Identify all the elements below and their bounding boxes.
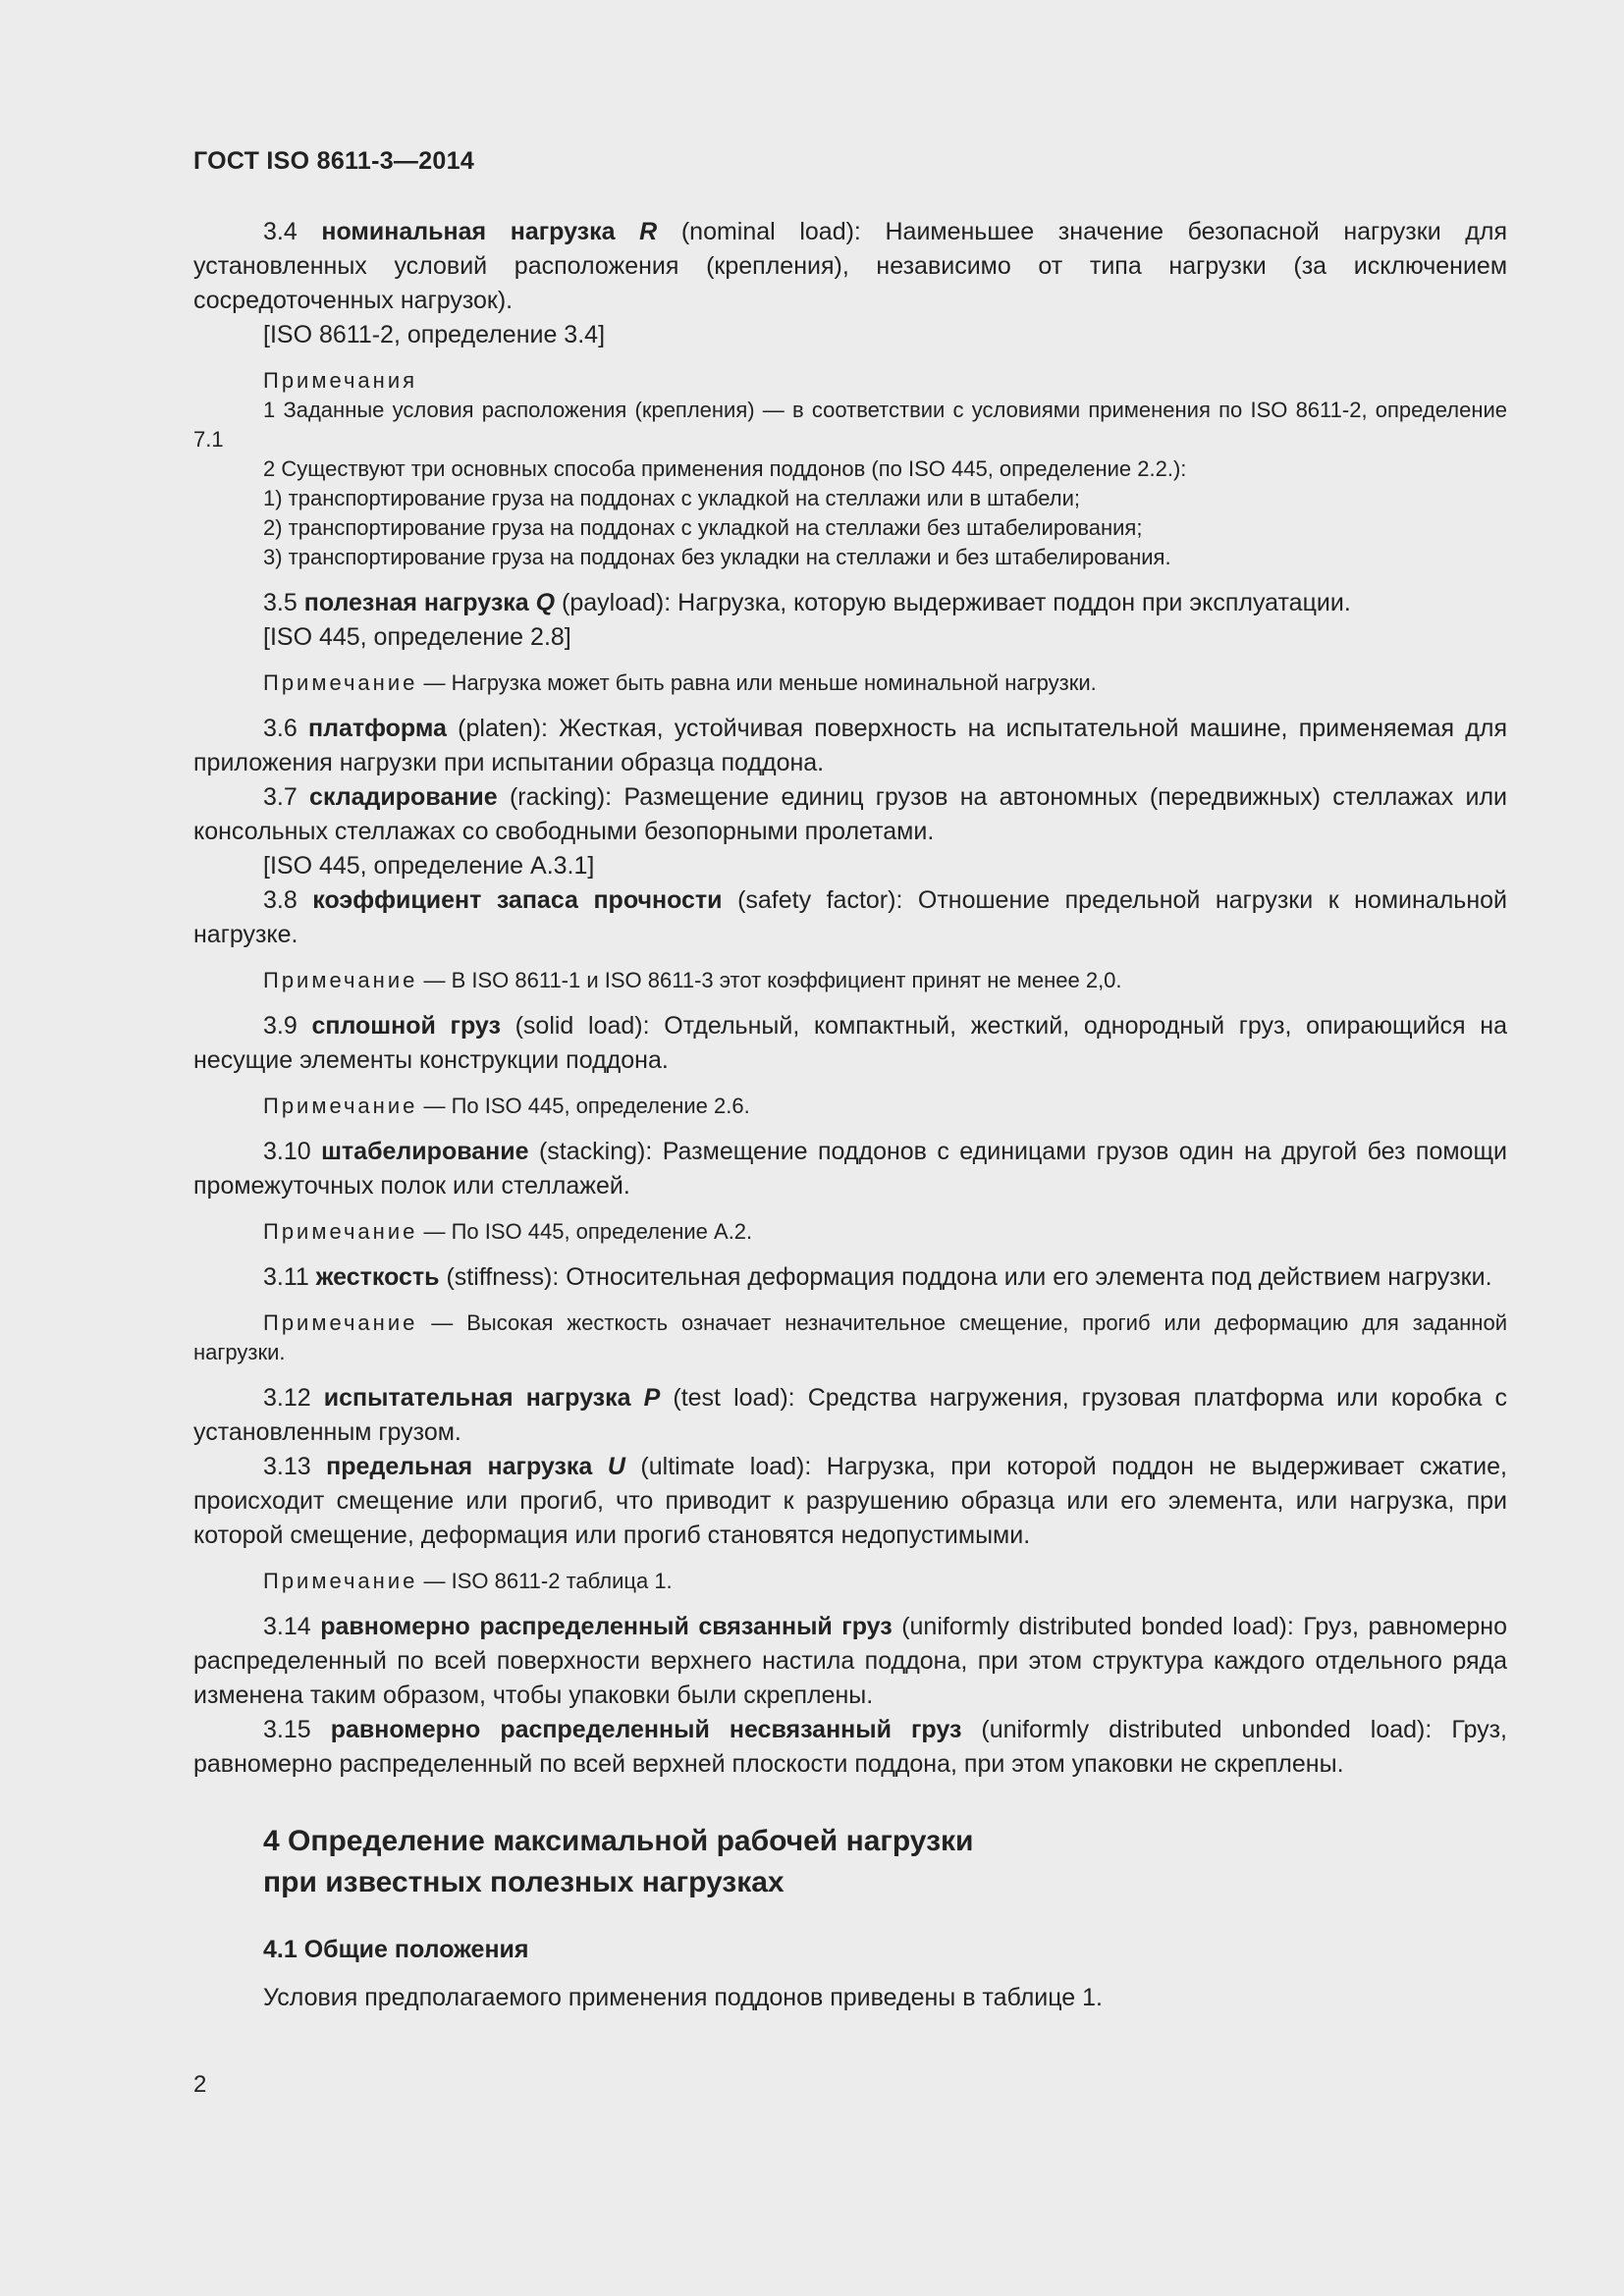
- term: коэффициент запаса прочности: [312, 886, 723, 914]
- symbol: U: [607, 1453, 625, 1480]
- note: [193, 1092, 1507, 1121]
- clause-number: 3.12: [263, 1384, 311, 1412]
- clause-number: 3.8: [263, 886, 298, 914]
- definition-3-7: [193, 780, 1507, 849]
- term: предельная нагрузка: [326, 1453, 593, 1480]
- symbol: P: [643, 1384, 661, 1412]
- definition-3-14: [193, 1610, 1507, 1713]
- subsection-4-1-title: 4.1 Общие положения: [263, 1936, 529, 1963]
- definition-text: (uniformly distributed unbonded load): Груз, равномерно распределенный по всей верхней плоскости поддона, при этом упаковки не скреплены.: [193, 1716, 1507, 1778]
- note-item-1: 1) транспортирование груза на поддонах с укладкой на стеллажи или в штабели;: [263, 486, 1080, 510]
- term: сплошной груз: [311, 1012, 501, 1040]
- note: [193, 1567, 1507, 1596]
- note-label: Примечание: [263, 968, 418, 992]
- definition-text: (payload): Нагрузка, которую выдерживает поддон при эксплуатации.: [562, 589, 1351, 616]
- note-label: Примечание: [263, 670, 418, 695]
- definition-3-4: [193, 215, 1507, 318]
- definition-text: (ultimate load): Нагрузка, при которой поддон не выдерживает сжатие, происходит смещение или прогиб, что приводит к разрушению образца или его элемента, или нагрузка, при которой смещение, деформация или прогиб становятся недопустимыми.: [193, 1453, 1507, 1549]
- note-label: Примечание: [263, 1310, 418, 1335]
- note: [193, 1308, 1507, 1367]
- symbol: Q: [535, 589, 556, 616]
- clause-number: 3.15: [263, 1716, 311, 1743]
- note-2: 2 Существуют три основных способа применения поддонов (по ISO 445, определение 2.2.):: [263, 456, 1187, 481]
- definition-3-6: [193, 712, 1507, 780]
- page-number: 2: [193, 2071, 207, 2098]
- definition-text: (racking): Размещение единиц грузов на автономных (передвижных) стеллажах или консольных стеллажах со свободными безопорными пролетами.: [193, 783, 1507, 845]
- reference: [ISO 445, определение А.3.1]: [263, 852, 595, 880]
- definition-3-9: [193, 1009, 1507, 1078]
- term: полезная нагрузка: [303, 589, 529, 616]
- note-text: — В ISO 8611-1 и ISO 8611-3 этот коэффициент принят не менее 2,0.: [423, 968, 1122, 992]
- note-item-2: 2) транспортирование груза на поддонах с укладкой на стеллажи без штабелирования;: [263, 515, 1143, 540]
- section-4-1-text: Условия предполагаемого применения поддонов приведены в таблице 1.: [263, 1984, 1103, 2011]
- clause-number: 3.14: [263, 1613, 311, 1640]
- term: жесткость: [315, 1263, 440, 1291]
- definition-3-12: [193, 1381, 1507, 1450]
- term: номинальная нагрузка: [321, 218, 616, 245]
- definition-text: (nominal load): Наименьшее значение безопасной нагрузки для установленных условий расположения (крепления), независимо от типа нагрузки (за исключением сосредоточенных нагрузок).: [193, 218, 1507, 314]
- symbol: R: [639, 218, 658, 245]
- clause-number: 3.9: [263, 1012, 298, 1040]
- definition-text: (test load): Средства нагружения, грузовая платформа или коробка с установленным грузом.: [193, 1384, 1507, 1446]
- definition-text: (safety factor): Отношение предельной нагрузки к номинальной нагрузке.: [193, 886, 1508, 948]
- term: равномерно распределенный несвязанный груз: [330, 1716, 962, 1743]
- note-1: 1 Заданные условия расположения (крепления) — в соответствии с условиями применения по ISO 8611-2, определение 7.1: [193, 398, 1507, 452]
- note: [193, 668, 1507, 698]
- definition-3-15: [193, 1713, 1507, 1782]
- definition-3-11: [193, 1260, 1507, 1295]
- section-title-line-2: при известных полезных нагрузках: [263, 1866, 785, 1898]
- definition-3-10: [193, 1135, 1507, 1203]
- document-page: [193, 147, 1507, 2015]
- note-text: — Нагрузка может быть равна или меньше номинальной нагрузки.: [423, 670, 1097, 695]
- note-text: — По ISO 445, определение 2.6.: [423, 1094, 750, 1118]
- definition-3-8: [193, 883, 1507, 952]
- note-text: — Высокая жесткость означает незначительное смещение, прогиб или деформацию для заданной нагрузки.: [193, 1310, 1507, 1364]
- notes-heading: Примечания: [263, 368, 418, 393]
- section-4-title: [193, 1821, 1507, 1903]
- clause-number: 3.10: [263, 1138, 311, 1165]
- note: [193, 966, 1507, 995]
- note-label: Примечание: [263, 1569, 418, 1593]
- note-text: — По ISO 445, определение А.2.: [423, 1219, 753, 1244]
- clause-number: 3.11: [263, 1263, 309, 1291]
- clause-number: 3.6: [263, 715, 298, 742]
- term: равномерно распределенный связанный груз: [320, 1613, 893, 1640]
- reference: [ISO 445, определение 2.8]: [263, 623, 571, 651]
- term: штабелирование: [321, 1138, 529, 1165]
- definition-3-13: [193, 1450, 1507, 1553]
- document-header: ГОСТ ISO 8611-3—2014: [193, 147, 475, 175]
- section-title-line-1: 4 Определение максимальной рабочей нагрузки: [263, 1825, 974, 1857]
- note-text: — ISO 8611-2 таблица 1.: [423, 1569, 673, 1593]
- clause-number: 3.5: [263, 589, 298, 616]
- clause-number: 3.7: [263, 783, 298, 811]
- definition-text: (platen): Жесткая, устойчивая поверхность на испытательной машине, применяемая для приложения нагрузки при испытании образца поддона.: [193, 715, 1508, 776]
- definition-text: (stiffness): Относительная деформация поддона или его элемента под действием нагрузки.: [446, 1263, 1492, 1291]
- definition-text: (stacking): Размещение поддонов с единицами грузов один на другой без помощи промежуточных полок или стеллажей.: [193, 1138, 1507, 1200]
- term: складирование: [309, 783, 498, 811]
- definition-text: (uniformly distributed bonded load): Груз, равномерно распределенный по всей поверхности верхнего настила поддона, при этом структура каждого отдельного ряда изменена таким образом, чтобы упаковки были скреплены.: [193, 1613, 1507, 1709]
- note: [193, 1217, 1507, 1247]
- term: платформа: [307, 715, 447, 742]
- note-label: Примечание: [263, 1219, 418, 1244]
- note-item-3: 3) транспортирование груза на поддонах без укладки на стеллажи и без штабелирования.: [263, 545, 1171, 569]
- definition-3-5: [193, 586, 1507, 620]
- term: испытательная нагрузка: [323, 1384, 631, 1412]
- clause-number: 3.13: [263, 1453, 311, 1480]
- note-label: Примечание: [263, 1094, 418, 1118]
- clause-number: 3.4: [263, 218, 298, 245]
- definition-text: (solid load): Отдельный, компактный, жесткий, однородный груз, опирающийся на несущие элементы конструкции поддона.: [193, 1012, 1507, 1074]
- reference: [ISO 8611-2, определение 3.4]: [263, 321, 606, 348]
